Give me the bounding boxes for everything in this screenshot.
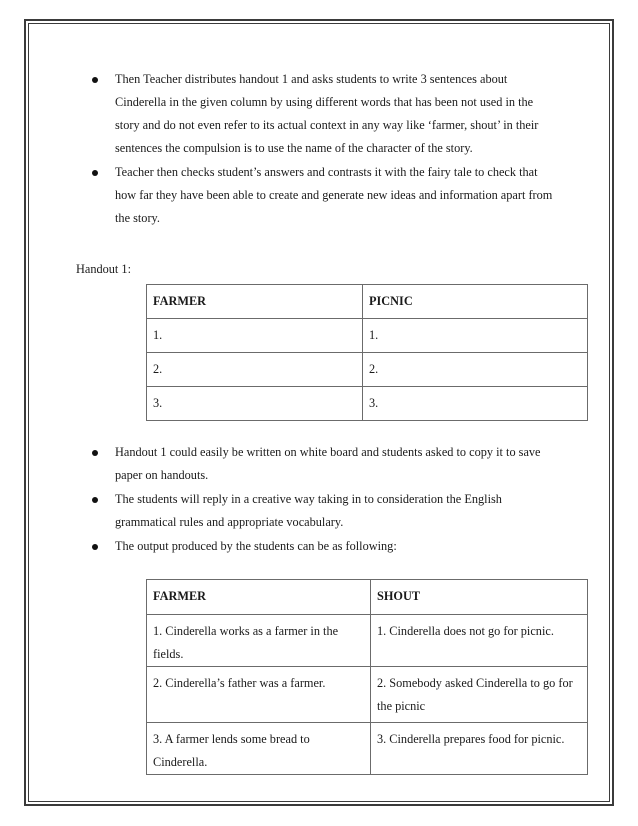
bullet-icon [92, 497, 98, 503]
list-item [88, 535, 556, 558]
bullet-icon [92, 77, 98, 83]
table-cell: 1. [147, 319, 363, 353]
table-row [147, 667, 588, 723]
table-cell: 1. [363, 319, 588, 353]
table-cell: 2. [147, 353, 363, 387]
list-item [88, 161, 556, 230]
table-cell: 3. A farmer lends some bread to Cinderella. [147, 723, 371, 775]
table-header-cell: PICNIC [363, 285, 588, 319]
table-header-cell: FARMER [147, 285, 363, 319]
bullet-list-middle [88, 441, 556, 559]
table-header-row [147, 580, 588, 615]
bullet-icon [92, 544, 98, 550]
list-item-text: Then Teacher distributes handout 1 and asks students to write 3 sentences about Cinderella in the given column by using different words that has been not used in the story and do not even refer to its actual context in any way like ‘farmer, shout’ in their sentences the compulsion is to use the name of the character of the story. [115, 72, 539, 155]
table-cell: 2. Somebody asked Cinderella to go for the picnic [371, 667, 588, 723]
table-row [147, 353, 588, 387]
table-row [147, 723, 588, 775]
table-cell: 1. Cinderella works as a farmer in the fields. [147, 615, 371, 667]
bullet-icon [92, 170, 98, 176]
table-cell: 1. Cinderella does not go for picnic. [371, 615, 588, 667]
table-row [147, 615, 588, 667]
table-cell: 3. [363, 387, 588, 421]
bullet-list-top [88, 68, 556, 231]
table-cell: 3. Cinderella prepares food for picnic. [371, 723, 588, 775]
table-row [147, 319, 588, 353]
list-item-text: Handout 1 could easily be written on white board and students asked to copy it to save paper on handouts. [115, 445, 541, 482]
table-header-cell: FARMER [147, 580, 371, 615]
table-row [147, 387, 588, 421]
table-cell: 2. [363, 353, 588, 387]
table-header-row [147, 285, 588, 319]
table-cell: 3. [147, 387, 363, 421]
output-table [146, 579, 588, 775]
table-header-cell: SHOUT [371, 580, 588, 615]
list-item [88, 488, 556, 534]
list-item [88, 68, 556, 160]
list-item-text: The students will reply in a creative way taking in to consideration the English grammatical rules and appropriate vocabulary. [115, 492, 502, 529]
list-item [88, 441, 556, 487]
list-item-text: The output produced by the students can be as following: [115, 539, 397, 553]
bullet-icon [92, 450, 98, 456]
list-item-text: Teacher then checks student’s answers and contrasts it with the fairy tale to check that how far they have been able to create and generate new ideas and information apart from the story. [115, 165, 553, 225]
handout-table [146, 284, 588, 421]
table-cell: 2. Cinderella’s father was a farmer. [147, 667, 371, 723]
handout-label: Handout 1: [76, 262, 131, 276]
